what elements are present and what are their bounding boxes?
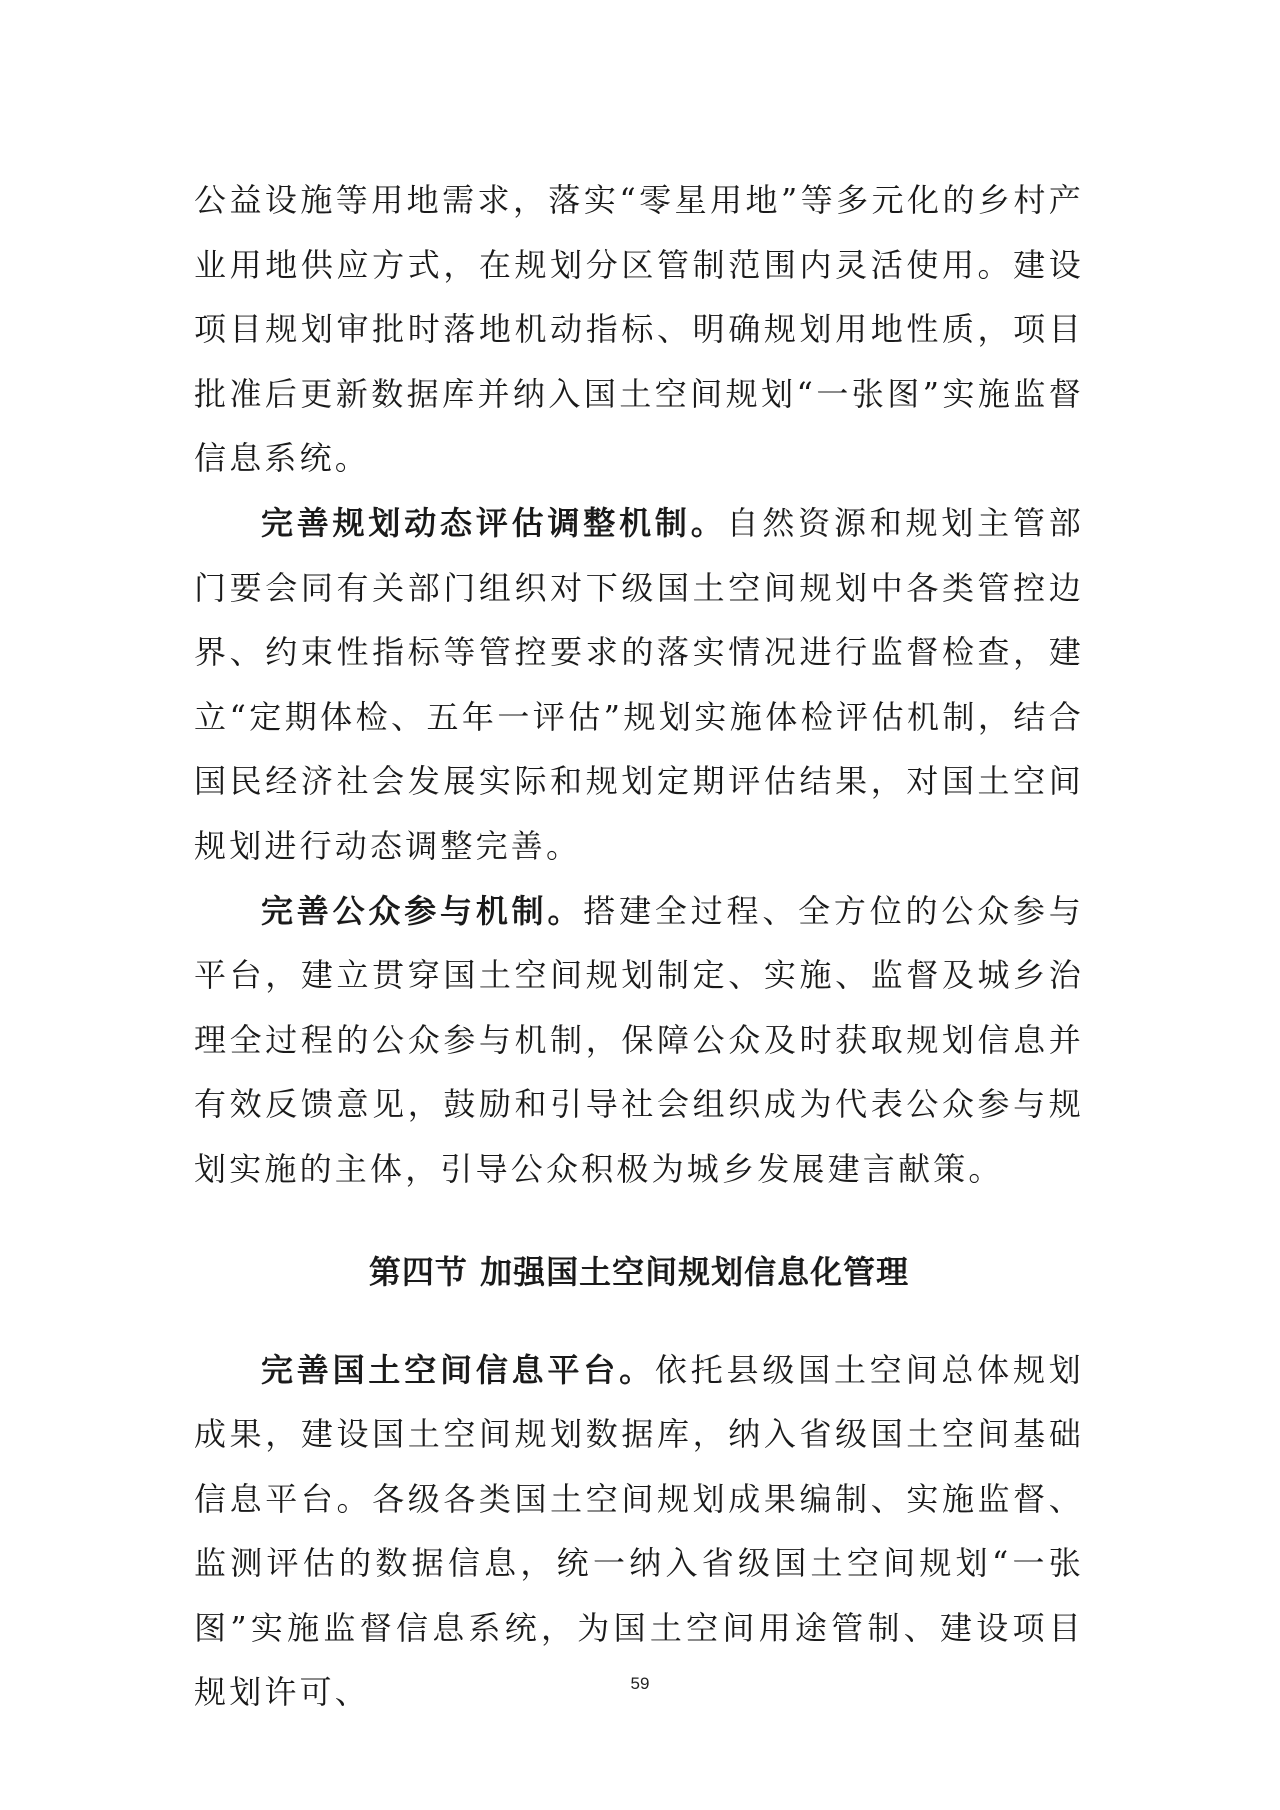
paragraph-lead: 完善规划动态评估调整机制。 bbox=[261, 503, 727, 542]
section-heading: 第四节 加强国土空间规划信息化管理 bbox=[368, 1252, 910, 1291]
paragraph-continued bbox=[194, 168, 1084, 491]
paragraph-text: 搭建全过程、全方位的公众参与平台，建立贯穿国土空间规划制定、实施、监督及城乡治理全过程的公众参与机制，保障公众及时获取规划信息并有效反馈意见，鼓励和引导社会组织成为代表公众参与规划实施的主体，引导公众积极为城乡发展建言献策。 bbox=[194, 891, 1084, 1188]
page-number: 59 bbox=[630, 1674, 650, 1693]
paragraph-planning-evaluation bbox=[194, 491, 1084, 879]
page-body bbox=[194, 168, 1084, 1725]
paragraph-text: 自然资源和规划主管部门要会同有关部门组织对下级国土空间规划中各类管控边界、约束性指标等管控要求的落实情况进行监督检查，建立“定期体检、五年一评估”规划实施体检评估机制，结合国民经济社会发展实际和规划定期评估结果，对国土空间规划进行动态调整完善。 bbox=[194, 503, 1084, 865]
paragraph-text: 依托县级国土空间总体规划成果，建设国土空间规划数据库，纳入省级国土空间基础信息平台。各级各类国土空间规划成果编制、实施监督、监测评估的数据信息，统一纳入省级国土空间规划“一张图”实施监督信息系统，为国土空间用途管制、建设项目规划许可、 bbox=[194, 1350, 1085, 1712]
paragraph-lead: 完善公众参与机制。 bbox=[261, 891, 584, 930]
paragraph-public-participation bbox=[194, 879, 1084, 1202]
paragraph-text: 公益设施等用地需求，落实“零星用地”等多元化的乡村产业用地供应方式，在规划分区管制范围内灵活使用。建设项目规划审批时落地机动指标、明确规划用地性质，项目批准后更新数据库并纳入国土空间规划“一张图”实施监督信息系统。 bbox=[194, 181, 1084, 478]
paragraph-information-platform bbox=[194, 1338, 1084, 1726]
paragraph-lead: 完善国土空间信息平台。 bbox=[261, 1350, 655, 1389]
